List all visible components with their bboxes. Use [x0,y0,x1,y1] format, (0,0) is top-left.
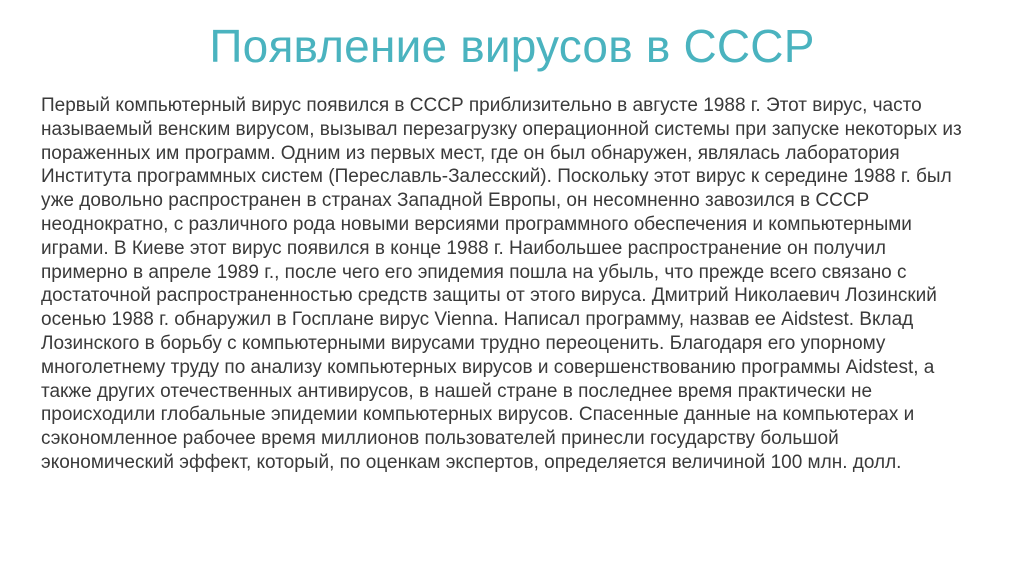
body-paragraph: Первый компьютерный вирус появился в СССР приблизительно в августе 1988 г. Этот вирус, часто называемый венским вирусом, вызывал перезагрузку операционной системы при запуске некоторых из пораженных им программ. Одним из первых мест, где он был обнаружен, являлась лаборатория Института программных систем (Переславль-Залесский). Поскольку этот вирус к середине 1988 г. был уже довольно распространен в странах Западной Европы, он несомненно завозился в СССР неоднократно, с различного рода новыми версиями программного обеспечения и компьютерными играми. В Киеве этот вирус появился в конце 1988 г. Наибольшее распространение он получил примерно в апреле 1989 г., после чего его эпидемия пошла на убыль, что прежде всего связано с достаточной распространенностью средств защиты от этого вируса. Дмитрий Николаевич Лозинский осенью 1988 г. обнаружил в Госплане вирус Vienna. Написал программу, назвав ее Aidstest. Вклад Лозинского в борьбу с компьютерными вирусами трудно переоценить. Благодаря его упорному многолетнему труду по анализу компьютерных вирусов и совершенствованию программы Aidstest, а также других отечественных антивирусов, в нашей стране в последнее время практически не происходили глобальные эпидемии компьютерных вирусов. Спасенные данные на компьютерах и сэкономленное рабочее время миллионов пользователей принесли государству большой экономический эффект, который, по оценкам экспертов, определяется величиной 100 млн. долл. [41,95,962,473]
slide-title: Появление вирусов в СССР [209,20,815,72]
slide-body [41,94,966,475]
